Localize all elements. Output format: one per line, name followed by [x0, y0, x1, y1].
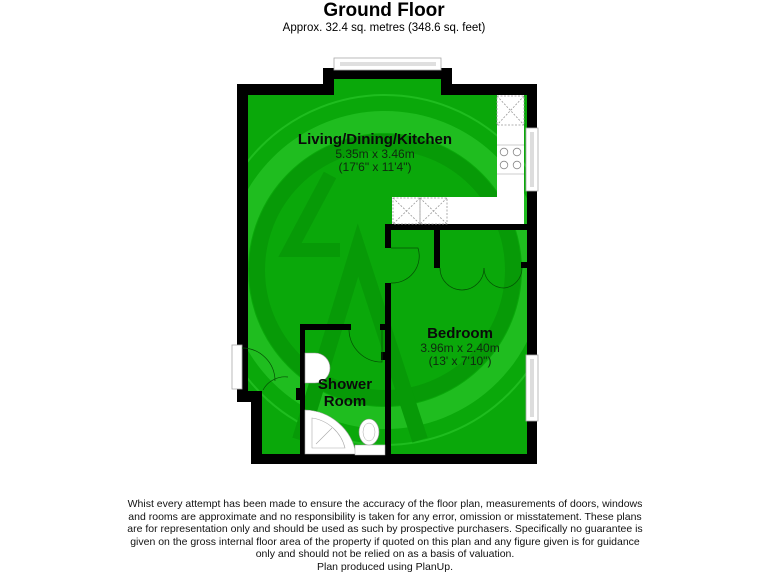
- window-bedroom: [526, 355, 538, 421]
- room-dim-imperial: (13' x 7'10"): [428, 354, 492, 368]
- room-name: Bedroom: [427, 325, 493, 342]
- room-name-line2: Room: [323, 393, 367, 410]
- room-dim-metric: 5.35m x 3.46m: [335, 147, 415, 161]
- room-bedroom: [400, 325, 520, 368]
- room-shower-room: [305, 376, 385, 410]
- room-name-line1: Shower: [317, 376, 373, 393]
- disclaimer-line: given on the gross internal floor area of the property if quoted on this plan and any figure given is for guidance: [130, 535, 640, 548]
- disclaimer-line: only and should not be relied on as a basis of valuation.: [255, 548, 515, 561]
- window-kitchen: [526, 128, 538, 191]
- disclaimer-credit: Plan produced using PlanUp.: [316, 560, 453, 573]
- room-living-dining-kitchen: [260, 131, 490, 174]
- floor-title: Ground Floor: [323, 0, 445, 21]
- disclaimer-line: are for representation only and should be used as such by prospective purchasers. Specifically no guarantee is: [127, 523, 643, 536]
- room-name: Living/Dining/Kitchen: [297, 131, 453, 148]
- room-dim-metric: 3.96m x 2.40m: [420, 341, 500, 355]
- window-lobby: [232, 345, 242, 389]
- disclaimer-line: and rooms are approximate and no responsibility is taken for any error, omission or misstatement. These plans: [128, 510, 642, 523]
- room-dim-imperial: (17'6" x 11'4"): [338, 160, 412, 174]
- floor-area: Approx. 32.4 sq. metres (348.6 sq. feet): [282, 22, 486, 34]
- disclaimer: [110, 498, 660, 574]
- disclaimer-line: Whist every attempt has been made to ensure the accuracy of the floor plan, measurements of doors, windows: [127, 498, 643, 510]
- window-bay: [334, 58, 441, 70]
- toilet-cistern-icon: [355, 445, 385, 455]
